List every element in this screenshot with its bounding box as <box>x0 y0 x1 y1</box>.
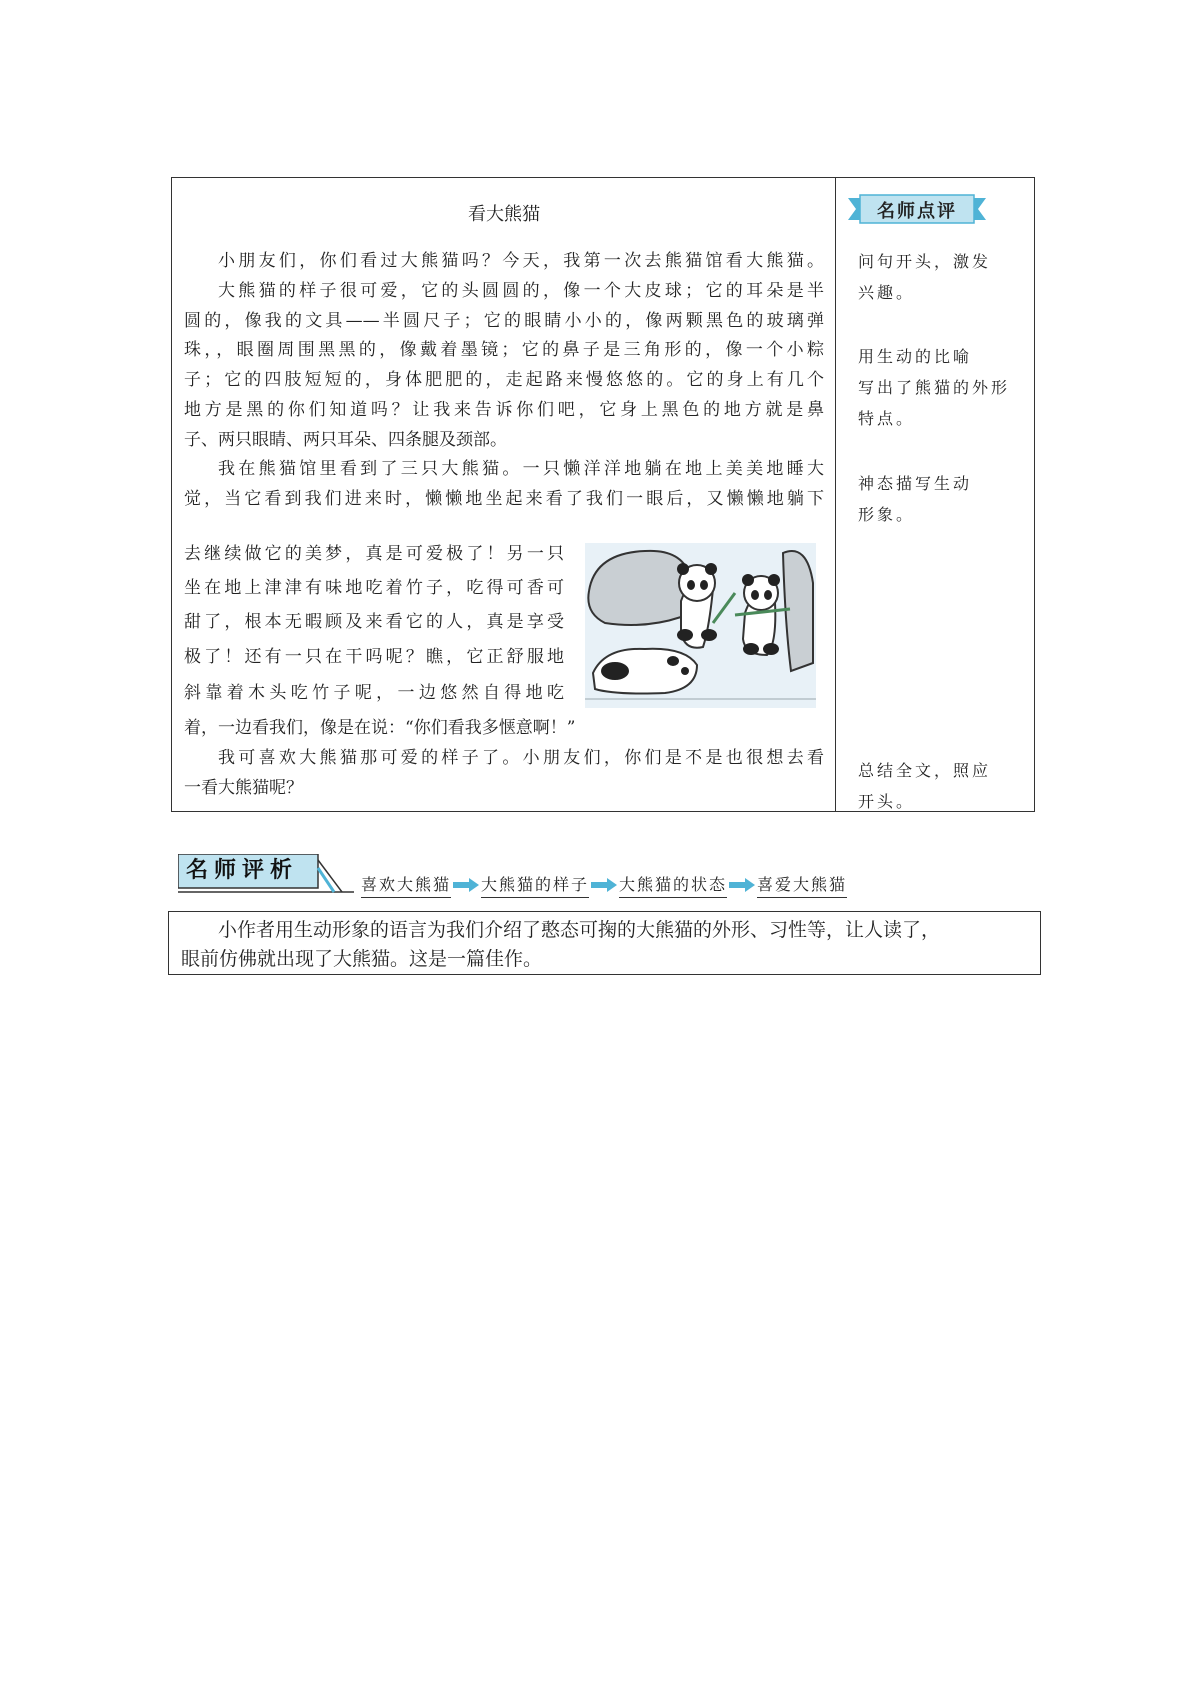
comment-line: 用生动的比喻 <box>858 347 973 366</box>
essay-line: 子、两只眼睛、两只耳朵、四条腿及颈部。 <box>184 430 507 450</box>
analysis-text: 眼前仿佛就出现了大熊猫。这是一篇佳作。 <box>181 948 543 970</box>
essay-line: 我在熊猫馆里看到了三只大熊猫。一只懒洋洋地躺在地上美美地睡大 <box>218 459 824 479</box>
comment-item <box>858 246 1018 308</box>
comment-item <box>858 755 1018 817</box>
flow-chain <box>361 872 847 898</box>
flow-step: 喜欢大熊猫 <box>361 872 451 898</box>
essay-line: 圆的，像我的文具——半圆尺子；它的眼睛小小的，像两颗黑色的玻璃弹 <box>184 311 824 331</box>
essay-line: 一看大熊猫呢？ <box>184 778 303 798</box>
essay-line: 甜了，根本无暇顾及来看它的人，真是享受 <box>184 612 564 632</box>
essay-title: 看大熊猫 <box>468 204 540 225</box>
essay-line: 大熊猫的样子很可爱，它的头圆圆的，像一个大皮球；它的耳朵是半 <box>218 281 824 301</box>
comment-badge <box>848 192 986 226</box>
comment-line: 总结全文，照应 <box>858 761 992 780</box>
analysis-label: 名师评析 <box>186 858 299 883</box>
essay-table <box>171 177 1035 812</box>
comment-line: 兴趣。 <box>858 283 916 302</box>
comment-item <box>858 341 1018 434</box>
comment-badge-label: 名师点评 <box>877 201 957 222</box>
analysis-box <box>168 911 1041 975</box>
analysis-text: 小作者用生动形象的语言为我们介绍了憨态可掬的大熊猫的外形、习性等，让人读了， <box>218 919 941 941</box>
essay-line: 着，一边看我们，像是在说：“你们看我多惬意啊！” <box>184 718 576 738</box>
arrow-right-icon <box>453 878 479 892</box>
essay-column <box>172 178 836 811</box>
essay-line: 小朋友们，你们看过大熊猫吗？今天，我第一次去熊猫馆看大熊猫。 <box>218 251 824 271</box>
flow-step: 大熊猫的状态 <box>619 872 727 898</box>
comment-line: 开头。 <box>858 792 916 811</box>
essay-line: 斜靠着木头吃竹子呢，一边悠然自得地吃 <box>184 683 564 703</box>
comment-item <box>858 468 1018 530</box>
pandas-illustration <box>585 543 816 708</box>
comment-line: 特点。 <box>858 409 916 428</box>
arrow-right-icon <box>729 878 755 892</box>
comment-line: 问句开头，激发 <box>858 252 992 271</box>
flow-step: 大熊猫的样子 <box>481 872 589 898</box>
comment-line: 写出了熊猫的外形 <box>858 378 1011 397</box>
pandas-drawing <box>585 543 816 708</box>
comment-line: 神态描写生动 <box>858 474 973 493</box>
essay-line: 子；它的四肢短短的，身体肥肥的，走起路来慢悠悠的。它的身上有几个 <box>184 370 824 390</box>
essay-line: 坐在地上津津有味地吃着竹子，吃得可香可 <box>184 578 564 598</box>
essay-line: 去继续做它的美梦，真是可爱极了！另一只 <box>184 544 564 564</box>
essay-line: 我可喜欢大熊猫那可爱的样子了。小朋友们，你们是不是也很想去看 <box>218 748 824 768</box>
arrow-right-icon <box>591 878 617 892</box>
flow-step: 喜爱大熊猫 <box>757 872 847 898</box>
essay-line: 珠，，眼圈周围黑黑的，像戴着墨镜；它的鼻子是三角形的，像一个小粽 <box>184 340 824 360</box>
analysis-header <box>178 854 938 904</box>
comment-column <box>836 178 1034 811</box>
essay-line: 觉，当它看到我们进来时，懒懒地坐起来看了我们一眼后，又懒懒地躺下 <box>184 489 824 509</box>
essay-line: 极了！还有一只在干吗呢？瞧，它正舒服地 <box>184 647 564 667</box>
essay-line: 地方是黑的你们知道吗？让我来告诉你们吧，它身上黑色的地方就是鼻 <box>184 400 824 420</box>
comment-line: 形象。 <box>858 505 916 524</box>
